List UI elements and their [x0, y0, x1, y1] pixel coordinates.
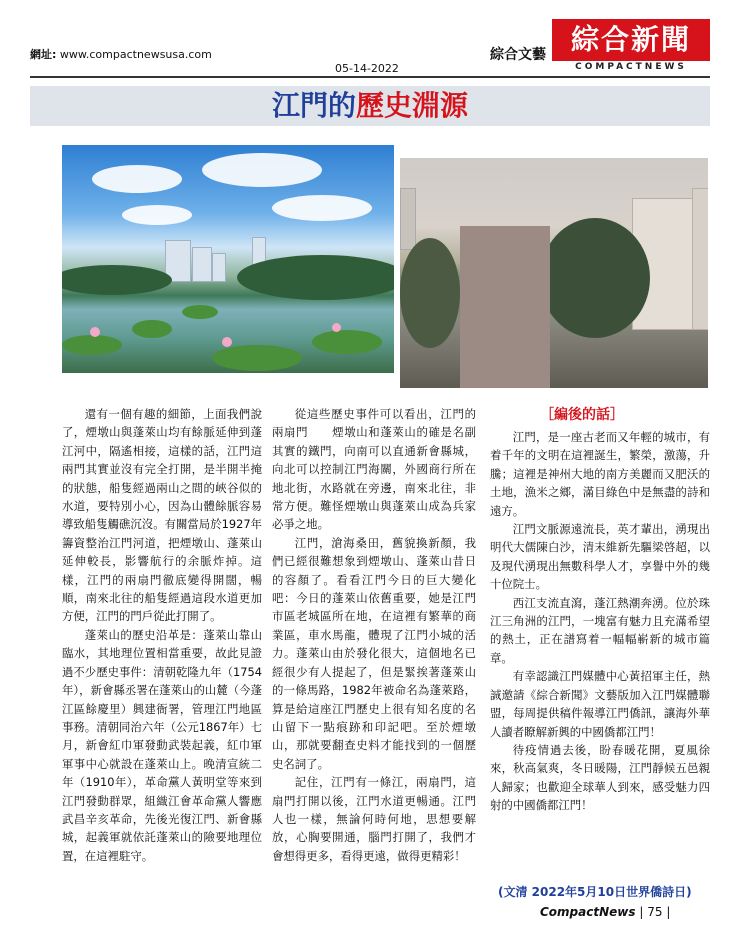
title-part-1: 江門的	[271, 89, 356, 122]
paragraph: 江門文脈源遠流長，英才輩出，湧現出明代大儒陳白沙，清末維新先驅梁啓超，以及現代湧現出無數科學人才，享譽中外的幾十位院士。	[490, 522, 710, 592]
paragraph: 西江支流直瀉，蓬江熱潮奔湧。位於珠江三角洲的江門，一塊富有魅力且充滿希望的熱土，正在譜寫着一幅幅嶄新的城市篇章。	[490, 595, 710, 665]
paragraph: 還有一個有趣的細節，上面我們說了，煙墩山與蓬萊山均有餘脈延伸到蓬江河中，隔遙相接，這樣的話，江門這兩門其實並沒有完全打開，是半開半掩的狀態，船隻經過兩山之間的峽谷似的水道，要特別小心，因為山體餘脈容易導致船隻觸礁沉沒。有關當局於1927年籌資整治江門河道，把煙墩山、蓬萊山延伸較長，影響航行的余脈炸掉。這樣，江門的兩扇門徹底變得開闊，暢順，南來北往的船隻經過這段水道更加方便，江門的門戶從此打開了。	[62, 407, 262, 624]
newspaper-logo: 綜合新聞	[552, 19, 710, 61]
paragraph: 待疫情過去後，盼春暖花開，夏風徐來，秋高氣爽，冬日暖陽，江門靜候五邑親人歸家；也歡迎全球華人到來，感受魅力四射的中國僑都江門！	[490, 742, 710, 813]
header-divider	[30, 76, 710, 78]
article-column-3	[490, 428, 710, 815]
photo-river-canal	[400, 158, 708, 388]
section-name: 綜合文藝	[490, 47, 546, 63]
page-footer	[540, 905, 670, 919]
article-column-1	[62, 405, 262, 865]
paragraph: 蓬萊山的歷史沿革是：蓬萊山靠山臨水，其地理位置相當重要，故此見證過不少歷史事件：清朝乾隆九年（1754年），新會縣丞署在蓬萊山的山麓（今蓬江區餘慶里）興建衙署，管理江門地區事務。清朝同治六年（公元1867年）七月，新會紅巾軍發動武裝起義，紅巾軍軍事中心就設在蓬萊山上。晚清宣統二年（1910年），革命黨人黃明堂等來到江門發動群眾，組織江會革命黨人響應武昌辛亥革命，先後光復江門、新會縣城，起義軍就依託蓬萊山的險要地理位置，在這裡駐守。	[62, 627, 262, 863]
paragraph: 江門，滄海桑田，舊貌換新顏，我們已經很難想象到煙墩山、蓬萊山昔日的容顏了。看看江門今日的巨大變化吧：今日的蓬萊山依舊重要，她是江門市區老城區所在地，在這裡有繁華的商業區，車水馬龍，體現了江門小城的活力。蓬萊山由於發化很大，這個地名已經很少有人提起了，但是緊挨著蓬萊山的一條馬路，1982年被命名為蓬萊路，算是給這座江門歷史上很有知名度的名山留下一點痕跡和印記吧。至於煙墩山，那就要翻查史料才能找到的一個歷史名詞了。	[272, 535, 476, 771]
issue-date: 05-14-2022	[335, 62, 399, 75]
newspaper-logo-subtitle: COMPACTNEWS	[575, 62, 687, 72]
website-line	[30, 46, 390, 62]
editor-note-heading: ［編後的話］	[540, 407, 624, 423]
footer-separator: |	[666, 905, 671, 919]
paragraph: 江門，是一座古老而又年輕的城市，有着千年的文明在這裡誕生，繁榮，激蕩，升騰；這裡是神州大地的南方美麗而又肥沃的土地，漁米之鄉，滿目綠色中是無盡的詩和遠方。	[490, 430, 710, 518]
photo-city-lake	[62, 145, 394, 373]
footer-separator: |	[639, 905, 648, 919]
paragraph: 從這些歷史事件可以看出，江門的兩扇門 煙墩山和蓬萊山的確是名副其實的鐵門，向南可以直通新會縣城，向北可以控制江門海關，外國商行所在地北街，水路就在旁邊，南來北往，非常方便。難怪煙墩山與蓬萊山成為兵家必爭之地。	[272, 407, 476, 532]
article-source-credit: (文清 2022年5月10日世界僑詩日)	[498, 885, 692, 899]
paragraph: 有幸認識江門媒體中心黃招軍主任，熱誠邀請《綜合新聞》文藝版加入江門媒體聯盟，每周提供稿件報導江門僑訊，讓海外華人讀者瞭解新興的中國僑都江門！	[490, 669, 710, 739]
title-part-2: 歷史淵源	[356, 89, 469, 122]
article-title	[30, 86, 710, 126]
page-number: 75	[647, 905, 663, 919]
footer-brand: CompactNews	[540, 905, 636, 919]
website-url[interactable]: www.compactnewsusa.com	[59, 48, 212, 61]
article-column-2	[272, 405, 476, 865]
url-label: 網址:	[30, 48, 57, 61]
paragraph: 記住，江門有一條江，兩扇門，這扇門打開以後，江門水道更暢通。江門人也一樣，無論何時何地，思想要解放，心胸要開通，腦門打開了，我們才會想得更多，看得更遠，做得更精彩！	[272, 775, 476, 863]
